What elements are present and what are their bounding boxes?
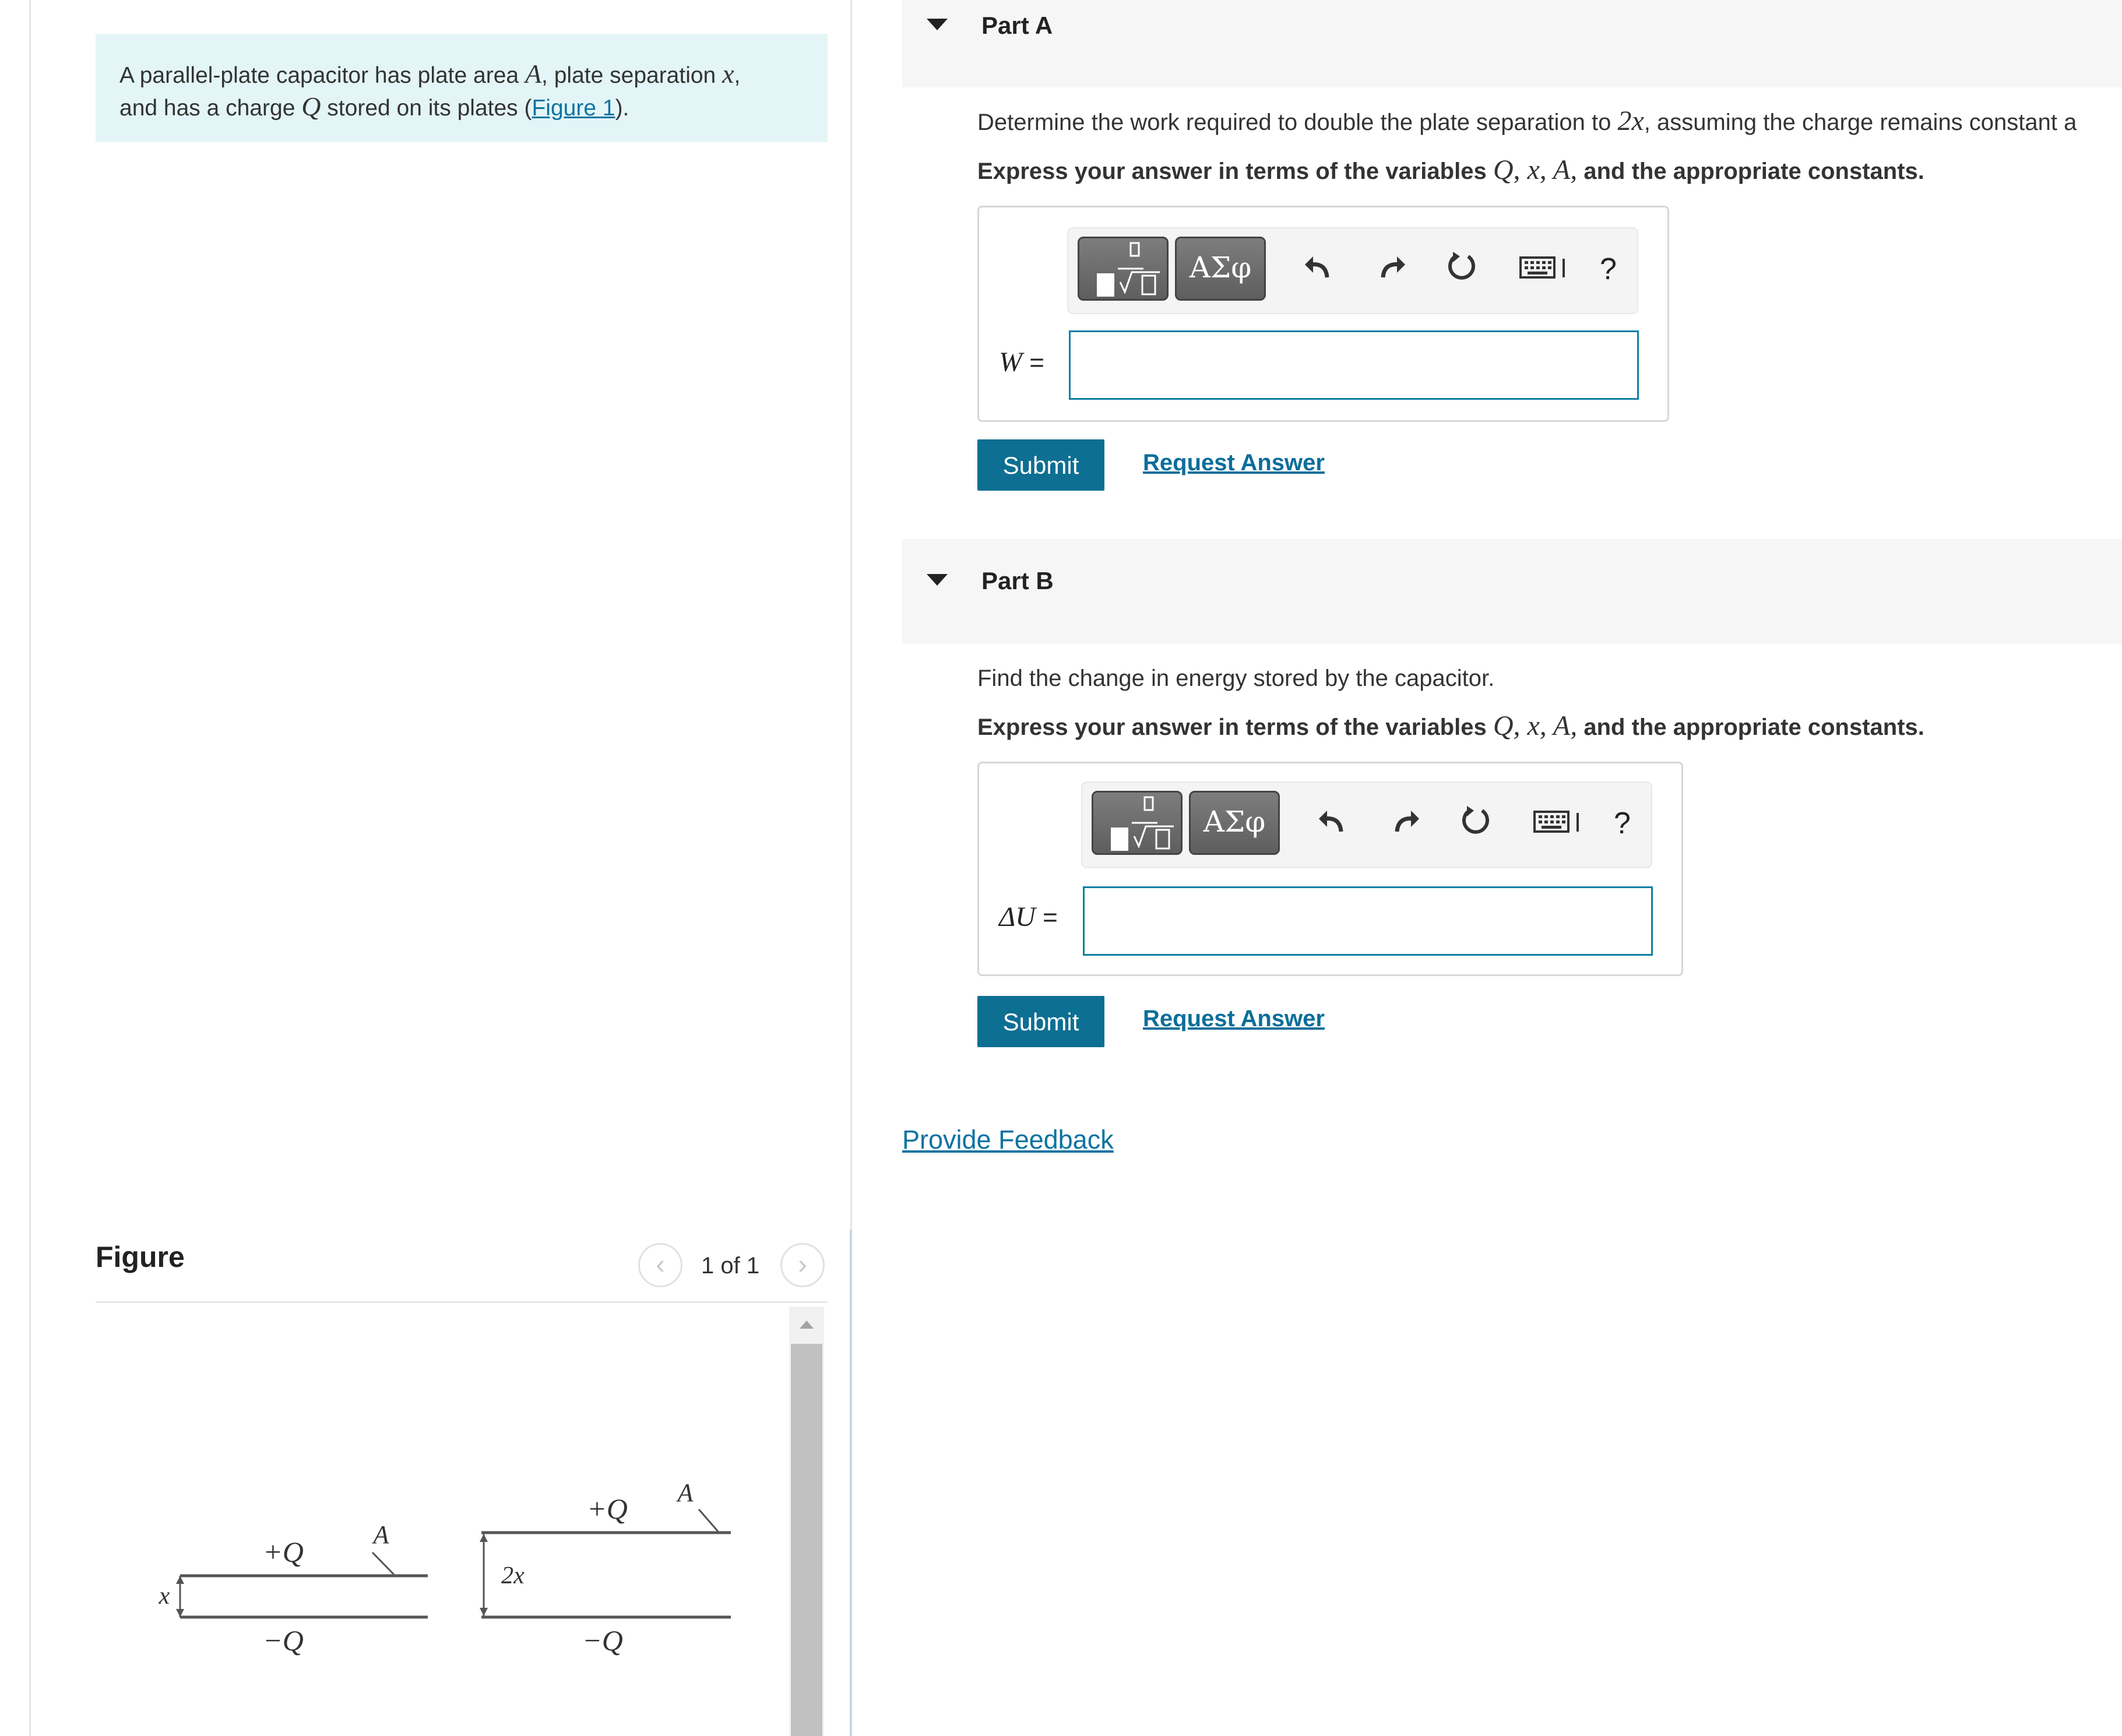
part-b-request-answer-link[interactable]: Request Answer [1143, 1006, 1325, 1031]
answer-equals: = [1022, 348, 1044, 377]
templates-button[interactable] [1078, 237, 1169, 301]
figure-link[interactable]: Figure 1 [532, 96, 615, 121]
part-b-submit-button[interactable]: Submit [977, 996, 1104, 1047]
part-a-answer-input[interactable] [1069, 330, 1639, 400]
arrowhead-down [480, 1608, 488, 1616]
left-area-leader [372, 1552, 394, 1575]
instr-vars: Q, x, A, [1493, 710, 1578, 741]
collapse-caret-icon[interactable] [927, 19, 948, 30]
column-divider-accent [850, 1230, 852, 1736]
templates-button[interactable] [1092, 791, 1183, 855]
instr-text: and the appropriate constants. [1577, 159, 1924, 184]
intro-text: ). [615, 96, 629, 121]
intro-text: A parallel-plate capacitor has plate area [119, 63, 525, 88]
problem-intro [96, 34, 828, 142]
keyboard-icon[interactable] [1532, 802, 1588, 837]
right-minus-q-label: −Q [582, 1624, 623, 1657]
scroll-up-arrow-icon[interactable] [789, 1307, 824, 1341]
instr-vars: Q, x, A, [1493, 154, 1578, 185]
part-b-prompt: Find the change in energy stored by the capacitor. [977, 665, 1495, 691]
help-button[interactable]: ? [1600, 252, 1617, 286]
answer-variable: W [999, 347, 1022, 378]
part-a-request-answer-link[interactable]: Request Answer [1143, 450, 1325, 476]
part-b-title: Part B [981, 567, 1054, 594]
help-button[interactable]: ? [1614, 807, 1631, 840]
part-a-header[interactable] [902, 0, 2122, 87]
right-area-leader [699, 1509, 718, 1531]
undo-icon[interactable] [1314, 802, 1349, 837]
right-plus-q-label: +Q [587, 1492, 628, 1525]
left-plus-q-label: +Q [263, 1536, 304, 1568]
var-area: A [525, 59, 542, 89]
part-a-title: Part A [981, 12, 1053, 39]
instr-text: and the appropriate constants. [1577, 714, 1924, 740]
part-a-instructions [977, 154, 1924, 186]
instr-text: Express your answer in terms of the variables [977, 714, 1493, 740]
part-a-answer-label [999, 346, 1044, 378]
var-separation: x [722, 59, 734, 89]
reset-icon[interactable] [1459, 802, 1494, 837]
prompt-text: Determine the work required to double the plate separation to [977, 110, 1618, 135]
part-a-submit-button[interactable]: Submit [977, 439, 1104, 491]
figure-counter: 1 of 1 [701, 1253, 760, 1279]
prompt-math: 2x [1617, 105, 1644, 136]
scrollbar-thumb[interactable] [791, 1344, 822, 1736]
chevron-left-icon: ‹ [656, 1249, 665, 1279]
chevron-right-icon: › [798, 1249, 807, 1279]
right-area-label: A [677, 1478, 694, 1507]
intro-text: and has a charge [119, 96, 302, 121]
fraction-root-icon [1079, 238, 1167, 299]
part-a-answer-box [977, 206, 1669, 422]
right-separation-label: 2x [501, 1562, 525, 1589]
part-b-answer-label [999, 901, 1058, 933]
part-b-header[interactable] [902, 539, 2122, 644]
figure-title: Figure [96, 1241, 185, 1273]
var-charge: Q [301, 91, 321, 121]
greek-symbols-button[interactable]: ΑΣφ [1175, 237, 1266, 301]
keyboard-icon[interactable] [1518, 248, 1574, 283]
left-border [29, 0, 31, 1736]
collapse-caret-icon[interactable] [927, 574, 948, 586]
redo-icon[interactable] [1389, 802, 1424, 837]
part-a-prompt [977, 105, 2077, 137]
answer-equals: = [1035, 903, 1058, 932]
figure-prev-button[interactable] [638, 1243, 682, 1287]
instr-text: Express your answer in terms of the variables [977, 159, 1493, 184]
left-area-label: A [373, 1520, 389, 1549]
reset-icon[interactable] [1445, 248, 1480, 283]
part-b-instructions [977, 710, 1924, 742]
arrowhead-up [480, 1534, 488, 1542]
math-toolbar [1067, 227, 1638, 314]
capacitor-figure [96, 1305, 783, 1736]
provide-feedback-link[interactable]: Provide Feedback [902, 1125, 1114, 1154]
undo-icon[interactable] [1300, 248, 1335, 283]
math-toolbar [1081, 781, 1652, 868]
part-b-answer-input[interactable] [1083, 886, 1653, 956]
left-separation-label: x [159, 1583, 170, 1610]
figure-next-button[interactable] [780, 1243, 825, 1287]
left-minus-q-label: −Q [263, 1624, 304, 1657]
intro-text: , plate separation [541, 63, 723, 88]
prompt-text: , assuming the charge remains constant a [1644, 110, 2077, 135]
redo-icon[interactable] [1375, 248, 1410, 283]
answer-variable: ΔU [999, 902, 1036, 932]
figure-divider [96, 1301, 828, 1303]
part-b-answer-box [977, 762, 1683, 976]
fraction-root-icon [1093, 793, 1181, 853]
greek-symbols-button[interactable]: ΑΣφ [1189, 791, 1280, 855]
intro-text: , [734, 63, 741, 88]
intro-text: stored on its plates ( [321, 96, 532, 121]
